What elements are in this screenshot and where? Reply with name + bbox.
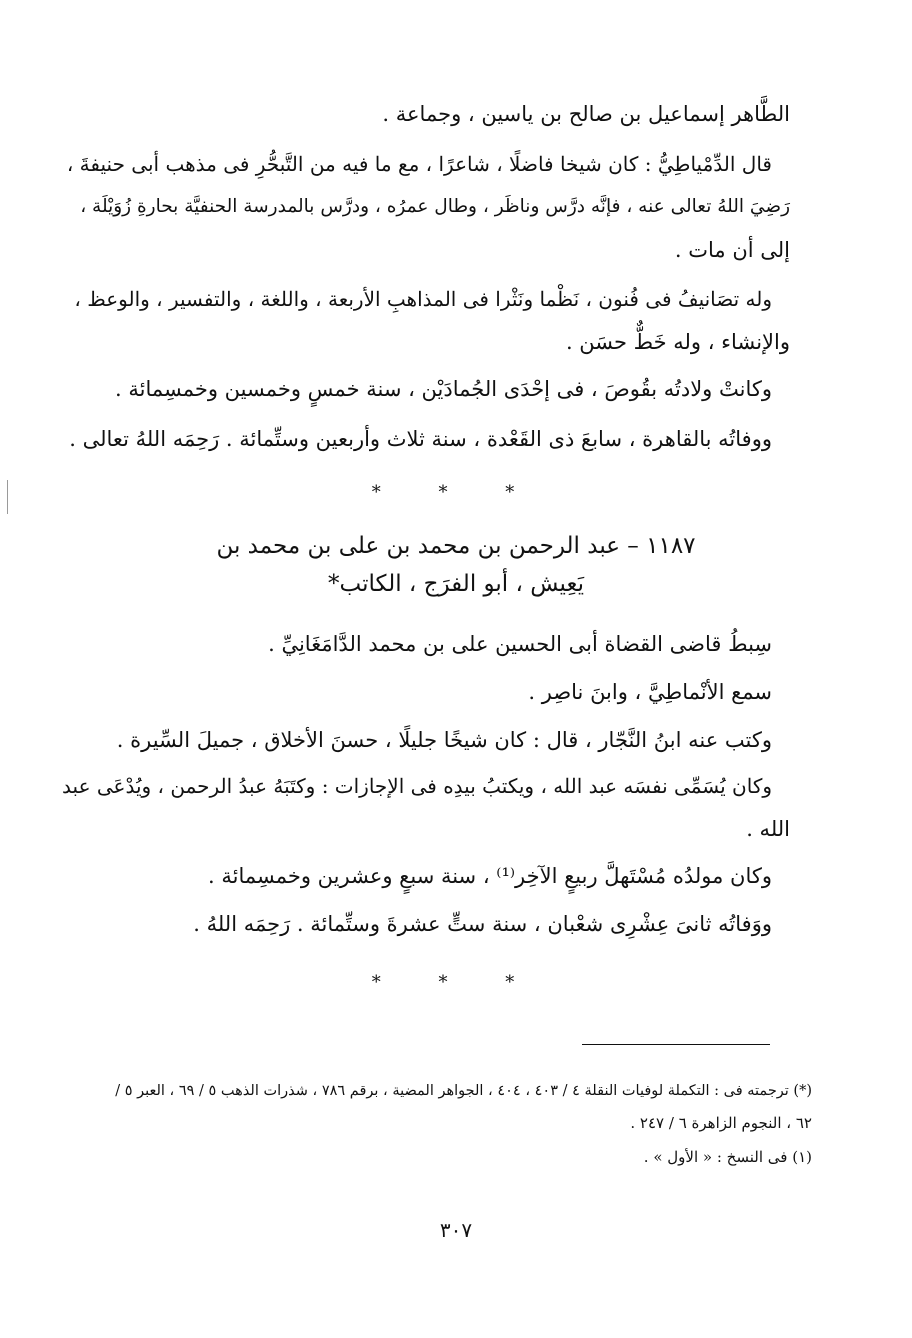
footnote-rule <box>582 1044 770 1045</box>
text-line: وله تصَانيفُ فى فُنون ، نَظْما ونَثْرا فى المذاهبِ الأربعة ، واللغة ، والتفسير ، والوعظ ، <box>74 287 772 311</box>
scan-margin-mark <box>7 480 8 514</box>
text-line: سِبطُ قاضى القضاة أبى الحسين على بن محمد الدَّامَغَانِيِّ . <box>268 632 772 656</box>
section-separator: * * * <box>371 482 541 503</box>
text-line: وكان مولدُه مُسْتَهلَّ ربيعٍ الآخِر⁽¹⁾ ، سنة سبعٍ وعشرين وخمسِمائة . <box>208 864 772 888</box>
text-line: الطَّاهر إسماعيل بن صالح بن ياسين ، وجماعة . <box>382 102 790 126</box>
entry-heading-line1: ١١٨٧ – عبد الرحمن بن محمد بن على بن محمد بن <box>216 533 696 559</box>
page-number: ٣٠٧ <box>439 1218 473 1242</box>
text-line: ووَفاتُه ثانىَ عِشْرِى شعْبان ، سنة ستٍّ عشرةَ وستِّمائة . رَحِمَه اللهُ . <box>193 912 772 936</box>
text-line: سمع الأنْماطِيَّ ، وابنَ ناصِر . <box>528 680 772 704</box>
footnote: (١) فى النسخ : « الأول » . <box>643 1148 812 1166</box>
text-line: وكانتْ ولادتُه بقُوصَ ، فى إحْدَى الجُمادَيْن ، سنة خمسٍ وخمسين وخمسِمائة . <box>115 377 772 401</box>
text-line: وكتب عنه ابنُ النَّجّار ، قال : كان شيخًا جليلًا ، حسنَ الأخلاق ، جميلَ السِّيرة . <box>116 728 772 752</box>
entry-heading-line2: يَعِيش ، أبو الفرَج ، الكاتب* <box>328 571 584 597</box>
text-line: والإنشاء ، وله خَطٌّ حسَن . <box>565 330 790 354</box>
footnote: ٦٢ ، النجوم الزاهرة ٦ / ٢٤٧ . <box>630 1114 812 1132</box>
text-line: قال الدِّمْياطِيُّ : كان شيخا فاضلًا ، شاعرًا ، مع ما فيه من التَّبحُّرِ فى مذهب أبى حنيفةَ ، <box>66 152 772 176</box>
text-line: الله . <box>746 817 790 841</box>
footnote: (*) ترجمته فى : التكملة لوفيات النقلة ٤ / ٤٠٣ ، ٤٠٤ ، الجواهر المضية ، برقم ٧٨٦ ، شذرات الذهب ٥ / ٦٩ ، العبر ٥ / <box>115 1083 812 1099</box>
text-line: وكان يُسَمِّى نفسَه عبد الله ، ويكتبُ بيدِه فى الإجازات : وكتَبَهُ عبدُ الرحمن ، ويُدْعَى عبد <box>62 774 772 798</box>
section-separator: * * * <box>371 972 541 993</box>
text-line: إلى أن مات . <box>674 238 790 262</box>
text-line: رَضِيَ اللهُ تعالى عنه ، فإنَّه درَّس وناظَر ، وطال عمرُه ، ودرَّس بالمدرسة الحنفيَّة بحارةِ زُوَيْلَة ، <box>80 196 790 217</box>
text-line: ووفاتُه بالقاهرة ، سابعَ ذى القَعْدة ، سنة ثلاث وأربعين وستِّمائة . رَحِمَه اللهُ تعالى . <box>69 427 772 451</box>
